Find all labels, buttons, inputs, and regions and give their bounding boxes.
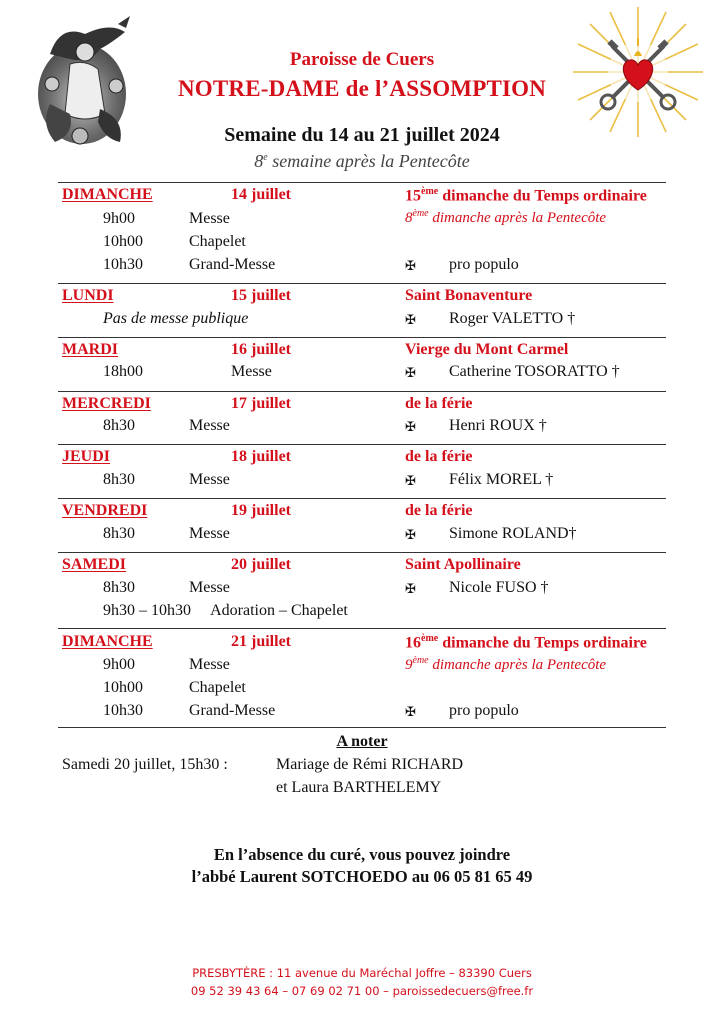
day-date: 19 juillet (231, 502, 291, 519)
cross-icon: ✠ (405, 527, 416, 542)
mass-intention: Simone ROLAND† (449, 525, 577, 542)
week-heading: Semaine du 14 au 21 juillet 2024 (224, 124, 500, 146)
day-name: LUNDI (62, 287, 114, 304)
feast-name: de la férie (405, 395, 473, 412)
cross-icon: ✠ (405, 365, 416, 380)
mass-intention: pro populo (449, 256, 519, 273)
contact-line: l’abbé Laurent SOTCHOEDO au 06 05 81 65 49 (191, 867, 533, 886)
divider (58, 628, 666, 629)
service-type: Messe (231, 363, 272, 380)
feast-name: de la férie (405, 448, 473, 465)
cross-icon: ✠ (405, 581, 416, 596)
notes-date: Samedi 20 juillet, 15h30 : (62, 756, 228, 773)
divider (58, 727, 666, 728)
feast-name: Saint Bonaventure (405, 287, 533, 304)
day-date: 18 juillet (231, 448, 291, 465)
day-date: 16 juillet (231, 341, 291, 358)
day-name: DIMANCHE (62, 633, 153, 650)
adoration-line: 9h30 – 10h30 Adoration – Chapelet (103, 602, 348, 619)
day-name: JEUDI (62, 448, 111, 465)
mass-time: 8h30 (103, 579, 135, 596)
notes-title: A noter (336, 733, 388, 750)
church-title: NOTRE-DAME de l’ASSOMPTION (177, 76, 547, 101)
parish-title: Paroisse de Cuers (289, 49, 435, 70)
mass-intention: Catherine TOSORATTO † (449, 363, 620, 380)
papal-keys-emblem-icon (568, 2, 708, 142)
service-type: Grand-Messe (189, 702, 276, 719)
notes-line: et Laura BARTHELEMY (276, 779, 442, 796)
feast-subtitle: 9ème dimanche après la Pentecôte (405, 655, 607, 673)
day-name: DIMANCHE (62, 186, 153, 203)
mass-intention: Nicole FUSO † (449, 579, 549, 596)
day-date: 14 juillet (231, 186, 291, 203)
feast-name: 16ème dimanche du Temps ordinaire (405, 633, 647, 652)
feast-name: de la férie (405, 502, 473, 519)
no-mass-note: Pas de messe publique (103, 310, 249, 327)
cross-icon: ✠ (405, 473, 416, 488)
day-name: VENDREDI (62, 502, 148, 519)
mass-time: 18h00 (103, 363, 143, 380)
mass-time: 10h30 (103, 256, 143, 273)
service-type: Messe (189, 471, 230, 488)
mass-intention: Roger VALETTO † (449, 310, 576, 327)
mass-time: 8h30 (103, 525, 135, 542)
feast-subtitle: 8ème dimanche après la Pentecôte (405, 208, 607, 226)
divider (58, 182, 666, 183)
cross-icon: ✠ (405, 312, 416, 327)
mass-time: 9h00 (103, 656, 135, 673)
footer-contact: 09 52 39 43 64 – 07 69 02 71 00 – paroissedecuers@free.fr (190, 984, 534, 998)
service-type: Messe (189, 525, 230, 542)
feast-name: Vierge du Mont Carmel (405, 341, 569, 358)
feast-name: 15ème dimanche du Temps ordinaire (405, 186, 647, 205)
mass-intention: Henri ROUX † (449, 417, 547, 434)
footer-address: PRESBYTÈRE : 11 avenue du Maréchal Joffre – 83390 Cuers (192, 966, 532, 980)
service-type: Messe (189, 417, 230, 434)
divider (58, 283, 666, 284)
mass-time: 10h00 (103, 679, 143, 696)
service-type: Messe (189, 656, 230, 673)
day-date: 15 juillet (231, 287, 291, 304)
divider (58, 444, 666, 445)
mass-time: 9h00 (103, 210, 135, 227)
service-type: Messe (189, 579, 230, 596)
week-subtitle: 8e semaine après la Pentecôte (254, 151, 470, 171)
contact-line: En l’absence du curé, vous pouvez joindre (213, 845, 511, 864)
service-type: Chapelet (189, 233, 246, 250)
cross-icon: ✠ (405, 419, 416, 434)
divider (58, 498, 666, 499)
divider (58, 552, 666, 553)
notes-line: Mariage de Rémi RICHARD (276, 756, 464, 773)
mass-time: 10h00 (103, 233, 143, 250)
day-name: MARDI (62, 341, 118, 358)
day-name: MERCREDI (62, 395, 151, 412)
mass-time: 10h30 (103, 702, 143, 719)
mass-time: 8h30 (103, 417, 135, 434)
service-type: Grand-Messe (189, 256, 276, 273)
mass-intention: pro populo (449, 702, 519, 719)
mass-intention: Félix MOREL † (449, 471, 554, 488)
cross-icon: ✠ (405, 704, 416, 719)
mass-time: 8h30 (103, 471, 135, 488)
day-date: 20 juillet (231, 556, 291, 573)
day-date: 21 juillet (231, 633, 291, 650)
service-type: Messe (189, 210, 230, 227)
service-type: Chapelet (189, 679, 246, 696)
divider (58, 391, 666, 392)
divider (58, 337, 666, 338)
day-name: SAMEDI (62, 556, 127, 573)
feast-name: Saint Apollinaire (405, 556, 521, 573)
day-date: 17 juillet (231, 395, 291, 412)
cross-icon: ✠ (405, 258, 416, 273)
